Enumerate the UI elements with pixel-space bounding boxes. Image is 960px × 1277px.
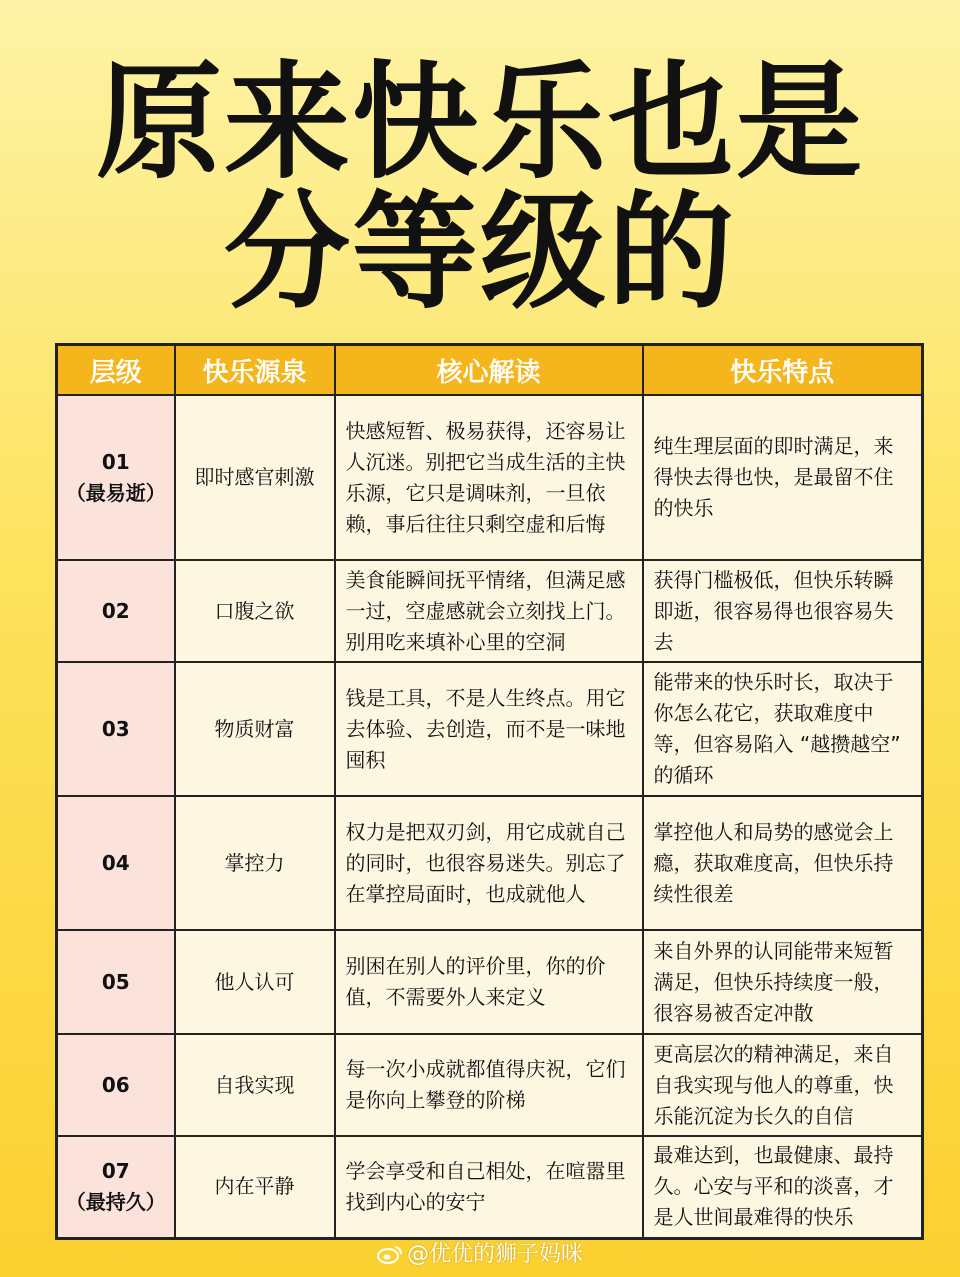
table-row (57, 1034, 923, 1136)
table-row (57, 560, 923, 662)
table-row (57, 930, 923, 1034)
trait-cell: 最难达到，也最健康、最持久。心安与平和的淡喜，才是人世间最难得的快乐 (643, 1136, 923, 1238)
header-level: 层级 (57, 345, 175, 396)
trait-cell: 来自外界的认同能带来短暂满足，但快乐持续度一般，很容易被否定冲散 (643, 930, 923, 1034)
level-number: 07 (101, 1158, 130, 1183)
core-cell: 美食能瞬间抚平情绪，但满足感一过，空虚感就会立刻找上门。别用吃来填补心里的空洞 (335, 560, 643, 662)
watermark (0, 1237, 960, 1268)
level-number: 03 (101, 716, 130, 741)
page-title-line1: 原来快乐也是 (96, 49, 864, 196)
watermark-text: @优优的狮子妈咪 (406, 1242, 583, 1267)
core-cell: 学会享受和自己相处，在喧嚣里找到内心的安宁 (335, 1136, 643, 1238)
header-source: 快乐源泉 (175, 345, 335, 396)
table-row (57, 395, 923, 560)
level-number: 02 (101, 598, 130, 623)
level-cell (57, 1136, 175, 1238)
level-cell (57, 1034, 175, 1136)
source-cell: 物质财富 (175, 662, 335, 796)
source-cell: 内在平静 (175, 1136, 335, 1238)
level-cell (57, 796, 175, 930)
level-number: 06 (101, 1072, 130, 1097)
level-cell (57, 930, 175, 1034)
happiness-levels-table (55, 343, 924, 1240)
source-cell: 口腹之欲 (175, 560, 335, 662)
core-cell: 每一次小成就都值得庆祝，它们是你向上攀登的阶梯 (335, 1034, 643, 1136)
trait-cell: 获得门槛极低，但快乐转瞬即逝，很容易得也很容易失去 (643, 560, 923, 662)
level-cell (57, 560, 175, 662)
header-trait: 快乐特点 (643, 345, 923, 396)
source-cell: 掌控力 (175, 796, 335, 930)
level-cell (57, 395, 175, 560)
source-cell: 即时感官刺激 (175, 395, 335, 560)
trait-cell: 掌控他人和局势的感觉会上瘾，获取难度高，但快乐持续性很差 (643, 796, 923, 930)
trait-cell: 能带来的快乐时长，取决于你怎么花它，获取难度中等，但容易陷入 “越攒越空” 的循环 (643, 662, 923, 796)
source-cell: 他人认可 (175, 930, 335, 1034)
core-cell: 权力是把双刃剑，用它成就自己的同时，也很容易迷失。别忘了在掌控局面时，也成就他人 (335, 796, 643, 930)
level-note: （最持久） (65, 1189, 166, 1214)
header-core: 核心解读 (335, 345, 643, 396)
table-row (57, 1136, 923, 1238)
level-cell (57, 662, 175, 796)
level-note: （最易逝） (65, 480, 166, 505)
source-cell: 自我实现 (175, 1034, 335, 1136)
core-cell: 快感短暂、极易获得，还容易让人沉迷。别把它当成生活的主快乐源，它只是调味剂，一旦依赖，事后往往只剩空虚和后悔 (335, 395, 643, 560)
core-cell: 别困在别人的评价里，你的价值，不需要外人来定义 (335, 930, 643, 1034)
table-header-row (57, 345, 923, 396)
level-number: 04 (101, 850, 130, 875)
trait-cell: 纯生理层面的即时满足，来得快去得也快，是最留不住的快乐 (643, 395, 923, 560)
table-row (57, 796, 923, 930)
page-title-line2: 分等级的 (224, 179, 736, 326)
level-number: 05 (101, 969, 130, 994)
weibo-icon (377, 1244, 403, 1264)
core-cell: 钱是工具，不是人生终点。用它去体验、去创造，而不是一味地囤积 (335, 662, 643, 796)
trait-cell: 更高层次的精神满足，来自自我实现与他人的尊重，快乐能沉淀为长久的自信 (643, 1034, 923, 1136)
level-number: 01 (101, 449, 130, 474)
table-row (57, 662, 923, 796)
